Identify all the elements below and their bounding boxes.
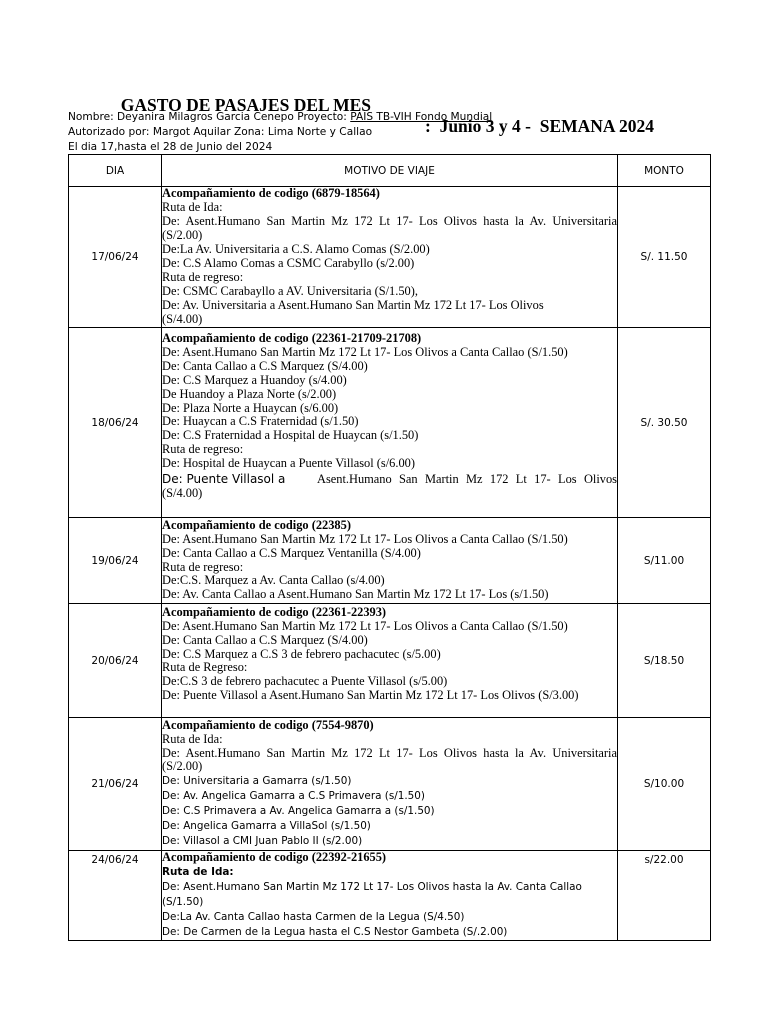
trip-line: (S/2.00) <box>162 228 203 243</box>
trip-line: De: Angelica Gamarra a VillaSol (s/1.50) <box>162 820 371 833</box>
meta-project: PAIS TB-VIH Fondo Mundial <box>350 111 493 123</box>
trip-line: Ruta de Ida: <box>162 865 234 878</box>
trip-line: De: C.S Marquez a Huandoy (s/4.00) <box>162 372 347 387</box>
trip-line: De: Asent.Humano San Martin Mz 172 Lt 17- Los Olivos a Canta Callao (S/1.50) <box>162 344 568 359</box>
meta-name: Nombre: Deyanira Milagros Garcia Cenepo Proyecto: <box>68 111 351 123</box>
cell-monto: S/11.00 <box>618 518 711 604</box>
cell-monto: S/18.50 <box>618 604 711 718</box>
table-row <box>69 604 711 718</box>
trip-title: Acompañamiento de codigo (6879-18564) <box>162 186 380 201</box>
trip-line: De: C.S Alamo Comas a CSMC Carabyllo (s/2.00) <box>162 256 415 270</box>
trip-line: Ruta de regreso: <box>162 442 244 457</box>
table-row <box>69 518 711 604</box>
trip-line: (S/2.00) <box>162 759 203 774</box>
meta-authorized: Autorizado por: Margot Aquilar Zona: Lima Norte y Callao <box>68 126 373 138</box>
cell-monto: S/10.00 <box>618 718 711 851</box>
cell-motivo <box>162 328 618 518</box>
trip-line-part: De: Puente Villasol a <box>162 472 286 487</box>
spacer <box>162 703 617 715</box>
cell-monto: S/. 30.50 <box>618 328 711 518</box>
trip-line: De: Av. Angelica Gamarra a C.S Primavera (s/1.50) <box>162 790 425 803</box>
trip-line: De: Asent.Humano San Martin Mz 172 Lt 17- Los Olivos hasta la Av. Universitaria <box>162 745 617 760</box>
trip-line: De: Av. Universitaria a Asent.Humano San Martin Mz 172 Lt 17- Los Olivos <box>162 297 544 312</box>
trip-line: De: Hospital de Huaycan a Puente Villasol (s/6.00) <box>162 456 415 471</box>
trip-line: De:C.S 3 de febrero pachacutec a Puente Villasol (s/5.00) <box>162 674 448 689</box>
trip-line: De: Canta Callao a C.S Marquez (S/4.00) <box>162 358 368 373</box>
trip-line: De Huandoy a Plaza Norte (s/2.00) <box>162 386 337 401</box>
cell-motivo <box>162 518 618 604</box>
trip-line: (S/1.50) <box>162 895 204 908</box>
meta-name-project <box>68 110 492 125</box>
cell-monto: S/. 11.50 <box>618 187 711 328</box>
title-period: : Junio 3 y 4 - SEMANA 2024 <box>425 116 654 136</box>
trip-line: De: C.S Fraternidad a Hospital de Huaycan (s/1.50) <box>162 428 419 443</box>
trip-line: De: Universitaria a Gamarra (s/1.50) <box>162 775 352 788</box>
trip-line: (S/4.00) <box>162 486 203 501</box>
cell-monto: s/22.00 <box>618 851 711 941</box>
trip-line: Ruta de Ida: <box>162 200 223 215</box>
table-row <box>69 718 711 851</box>
title-text: GASTO DE PASAJES DEL MES <box>120 95 372 115</box>
table-row <box>69 851 711 941</box>
cell-dia: 24/06/24 <box>69 851 162 941</box>
expense-table <box>68 154 711 941</box>
column-header-motivo: MOTIVO DE VIAJE <box>162 155 618 187</box>
trip-line: De: De Carmen de la Legua hasta el C.S Nestor Gambeta (S/.2.00) <box>162 925 508 938</box>
trip-line: De: Huaycan a C.S Fraternidad (s/1.50) <box>162 414 359 429</box>
cell-motivo <box>162 187 618 328</box>
trip-line: De: Plaza Norte a Huaycan (s/6.00) <box>162 400 339 415</box>
table-header-row <box>69 155 711 187</box>
trip-line: De: Asent.Humano San Martin Mz 172 Lt 17- Los Olivos a Canta Callao (S/1.50) <box>162 618 568 633</box>
trip-line: De: C.S Marquez a C.S 3 de febrero pachacutec (s/5.00) <box>162 646 441 661</box>
trip-title: Acompañamiento de codigo (22385) <box>162 517 351 532</box>
cell-dia: 17/06/24 <box>69 187 162 328</box>
trip-line: De: Asent.Humano San Martin Mz 172 Lt 17- Los Olivos hasta la Av. Canta Callao <box>162 880 582 893</box>
trip-line: De: Av. Canta Callao a Asent.Humano San Martin Mz 172 Lt 17- Los (s/1.50) <box>162 587 549 602</box>
trip-line-part: Asent.Humano San Martin Mz 172 Lt 17- Los Olivos <box>317 472 617 487</box>
trip-line: De: Canta Callao a C.S Marquez Ventanilla (S/4.00) <box>162 545 421 560</box>
trip-line: De: C.S Primavera a Av. Angelica Gamarra a (s/1.50) <box>162 805 435 818</box>
trip-line: De:La Av. Canta Callao hasta Carmen de la Legua (S/4.50) <box>162 910 465 923</box>
cell-dia: 19/06/24 <box>69 518 162 604</box>
cell-motivo <box>162 718 618 851</box>
spacer <box>162 501 617 513</box>
trip-line: De: Asent.Humano San Martin Mz 172 Lt 17- Los Olivos hasta la Av. Universitaria <box>162 214 617 229</box>
cell-dia: 21/06/24 <box>69 718 162 851</box>
trip-title: Acompañamiento de codigo (7554-9870) <box>162 717 374 732</box>
trip-line: Ruta de regreso: <box>162 269 244 284</box>
trip-line: De:C.S. Marquez a Av. Canta Callao (s/4.00) <box>162 573 385 588</box>
trip-line: De: Villasol a CMI Juan Pablo II (s/2.00) <box>162 835 363 848</box>
cell-dia: 20/06/24 <box>69 604 162 718</box>
trip-line: (S/4.00) <box>162 311 203 326</box>
cell-dia: 18/06/24 <box>69 328 162 518</box>
trip-title: Acompañamiento de codigo (22392-21655) <box>162 850 387 865</box>
column-header-dia: DIA <box>69 155 162 187</box>
trip-line: Ruta de regreso: <box>162 559 244 574</box>
trip-line <box>162 471 617 487</box>
trip-line: Ruta de Regreso: <box>162 660 248 675</box>
table-body <box>69 187 711 941</box>
trip-line: De: Puente Villasol a Asent.Humano San Martin Mz 172 Lt 17- Los Olivos (S/3.00) <box>162 688 579 703</box>
cell-motivo <box>162 851 618 941</box>
trip-line: De:La Av. Universitaria a C.S. Alamo Comas (S/2.00) <box>162 242 430 257</box>
table-row <box>69 328 711 518</box>
trip-title: Acompañamiento de codigo (22361-21709-21708) <box>162 331 422 346</box>
trip-title: Acompañamiento de codigo (22361-22393) <box>162 604 387 619</box>
table-row <box>69 187 711 328</box>
trip-line: De: Asent.Humano San Martin Mz 172 Lt 17- Los Olivos a Canta Callao (S/1.50) <box>162 531 568 546</box>
trip-line: Ruta de Ida: <box>162 731 223 746</box>
meta-date-range: El dia 17,hasta el 28 de Junio del 2024 <box>68 141 273 153</box>
trip-line: De: Canta Callao a C.S Marquez (S/4.00) <box>162 632 368 647</box>
cell-motivo <box>162 604 618 718</box>
column-header-monto: MONTO <box>618 155 711 187</box>
trip-line: De: CSMC Carabayllo a AV. Universitaria (S/1.50), <box>162 283 418 298</box>
